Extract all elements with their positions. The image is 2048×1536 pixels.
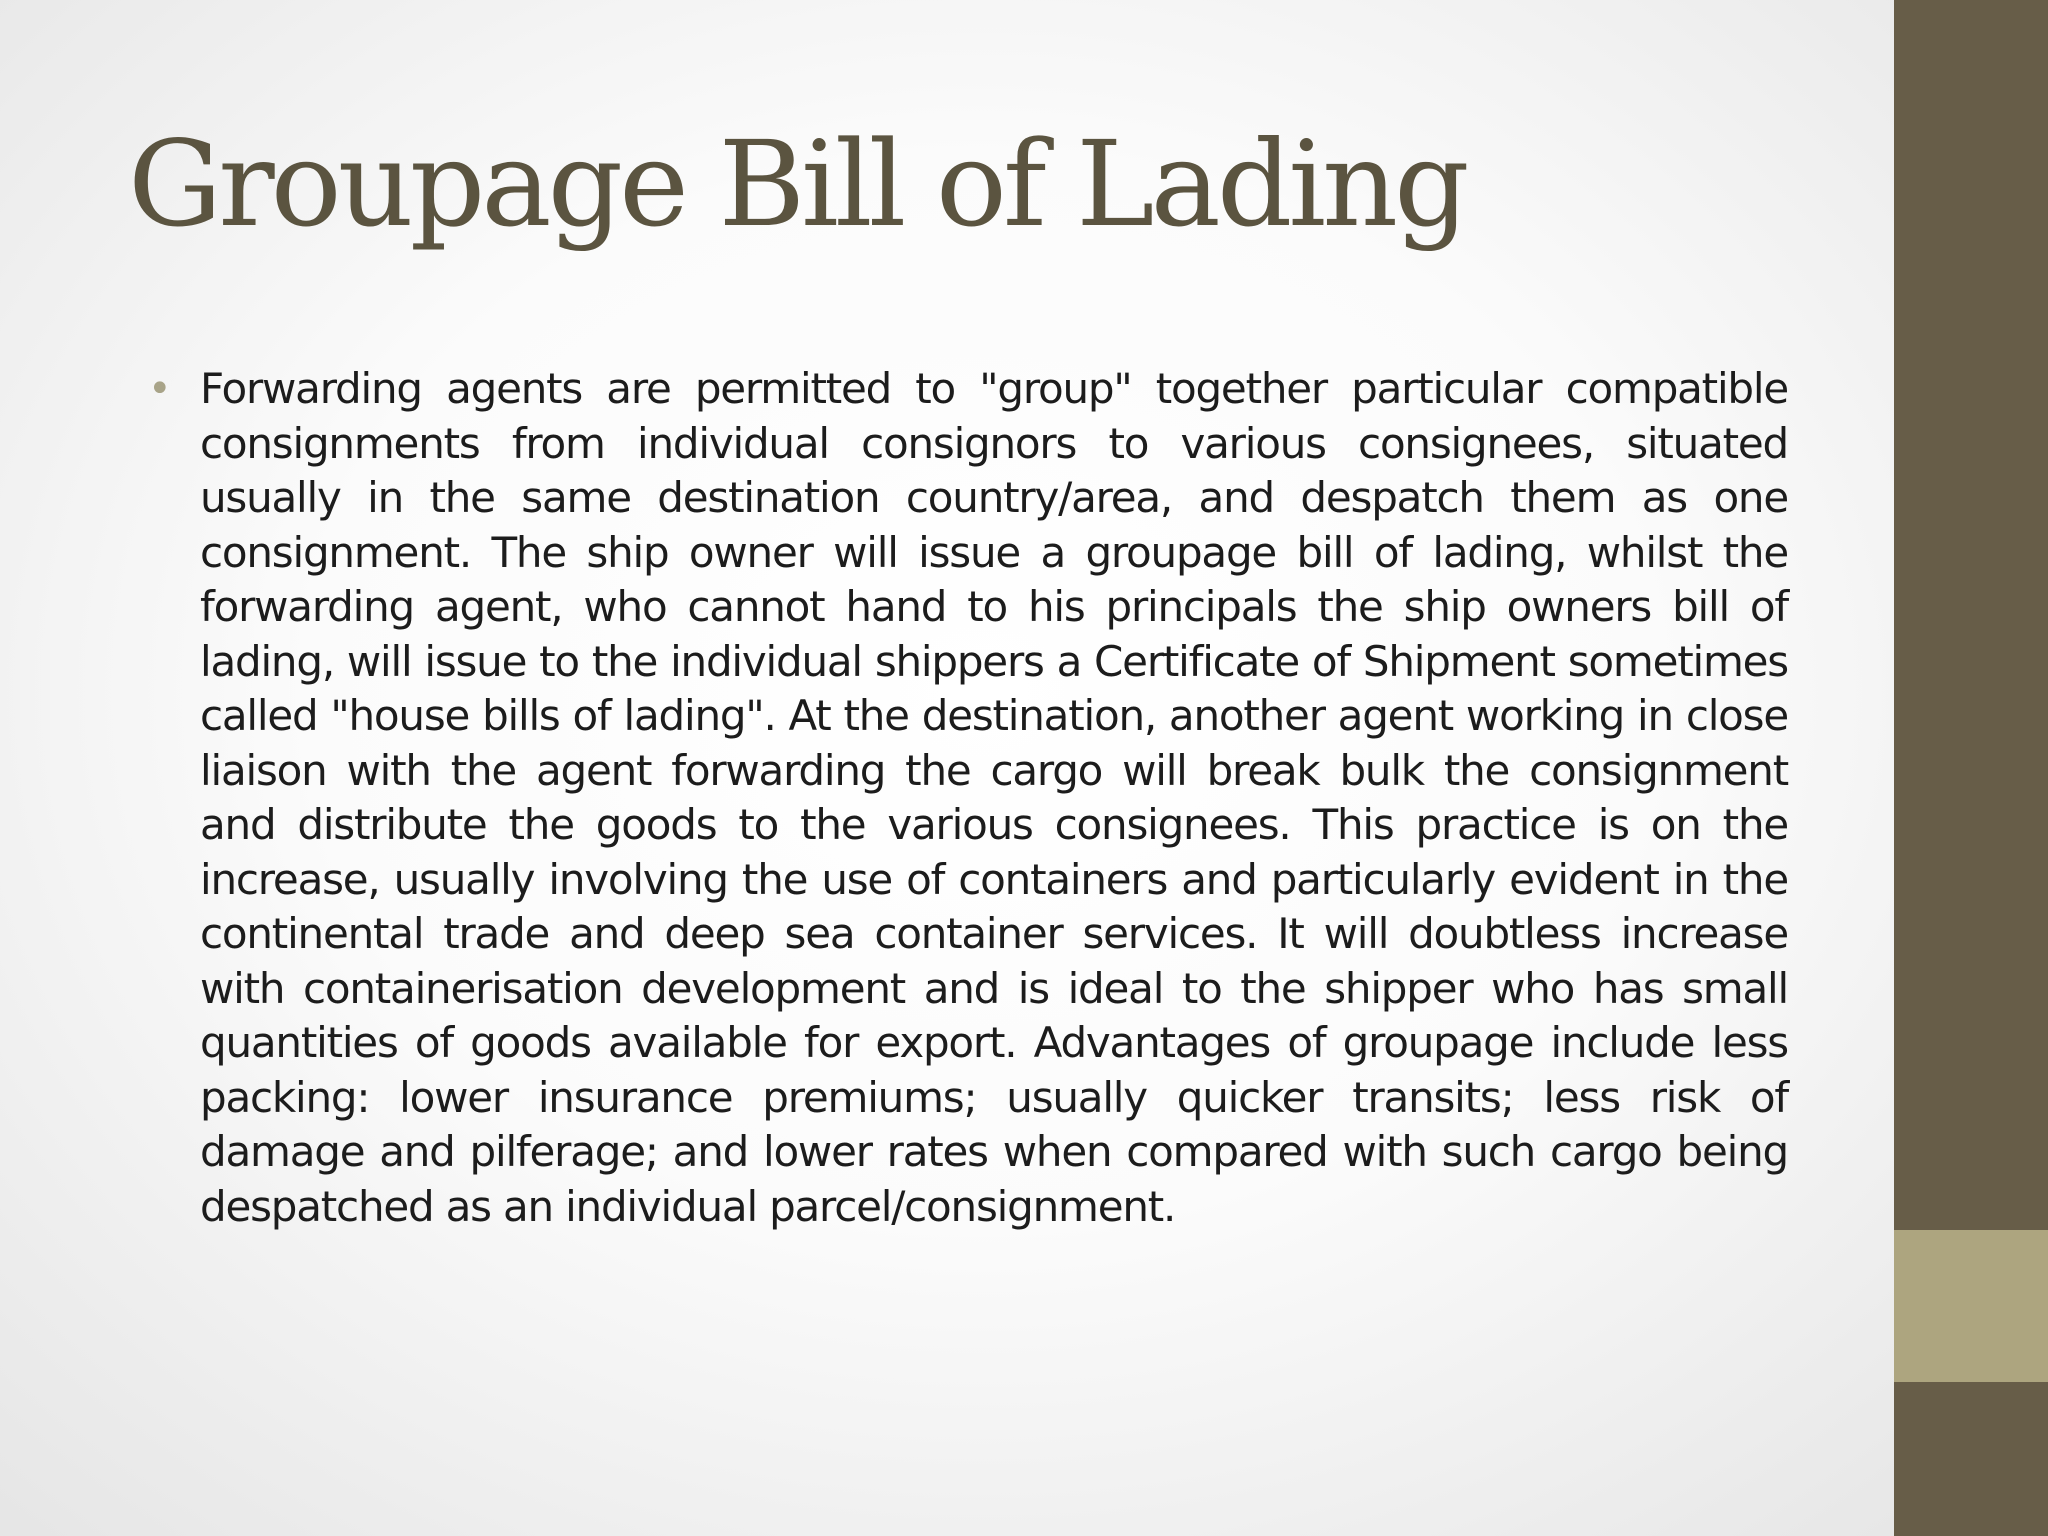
bullet-dot-icon: • bbox=[148, 366, 172, 412]
slide-title: Groupage Bill of Lading bbox=[128, 115, 1466, 253]
bullet-text: Forwarding agents are permitted to "group" together particular compatible consignments from individual consignors to various consignees, situated usually in the same destination country/area, and despatch them as one consignment. The ship owner will issue a groupage bill of lading, whilst the forwarding agent, who cannot hand to his principals the ship owners bill of lading, will issue to the individual shippers a Certificate of Shipment sometimes called "house bills of lading". At the destination, another agent working in close liaison with the agent forwarding the cargo will break bulk the consignment and distribute the goods to the various consignees. This practice is on the increase, usually involving the use of containers and particularly evident in the continental trade and deep sea container services. It will doubtless increase with containerisation development and is ideal to the shipper who has small quantities of goods available for export. Advantages of groupage include less packing: lower insurance premiums; usually quicker transits; less risk of damage and pilferage; and lower rates when compared with such cargo being despatched as an individual parcel/consignment. bbox=[200, 364, 1788, 1231]
bullet-list bbox=[148, 362, 1788, 1234]
side-decoration-accent bbox=[1894, 1230, 2048, 1382]
bullet-item bbox=[148, 362, 1788, 1234]
